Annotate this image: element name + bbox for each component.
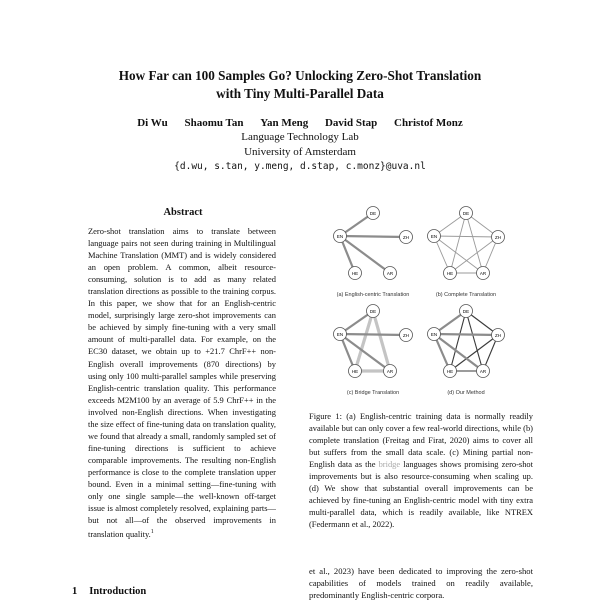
caption-text-continued: languages shows promising zero-shot improvements but is also resource-consuming when scaling up. (d) We show that substantial overall improvements can be achieved by fine-tuning an English-centric model with tiny extra multi-parallel data, which is readily available, like NTREX (Federmann et al., 2022). <box>309 459 533 529</box>
svg-text:HE: HE <box>446 369 454 374</box>
node-ar <box>384 365 397 378</box>
node-he <box>349 365 362 378</box>
node-ar <box>477 267 490 280</box>
svg-text:ZH: ZH <box>403 235 409 240</box>
node-en <box>428 230 441 243</box>
abstract-text: Zero-shot translation aims to translate between language pairs not seen during training in Multilingual Machine Translation (MMT) and is widely considered an open problem. A common, albeit resource-consuming, solution is to add as many related translation directions as possible to the training corpus. In this paper, we show that for an English-centric model, surprisingly large zero-shot improvements can be achieved by simply fine-tuning with a very small amount of multi-parallel data. For example, on the EC30 dataset, we obtain up to +21.7 ChrF++ non-English overall improvements (870 directions) by using only 100 multi-parallel samples while preserving English-centric translation quality. This performance exceeds M2M100 by an average of 5.9 ChrF++ in the involved non-English directions. When investigating the size effect of fine-tuning data on translation quality, we found that already a small, randomly sampled set of fine-tuning directions is sufficient to achieve comparable improvements. The resulting non-English performance is close to the complete translation upper bound. Even in a minimal setting—fine-tuning with only one single sample—the well-known off-target issue is almost completely resolved, explaining parts—but not all—of the observed improvements in translation quality. <box>88 226 276 539</box>
edge <box>466 213 483 273</box>
node-en <box>428 328 441 341</box>
paper-title <box>60 67 540 103</box>
node-zh <box>400 231 413 244</box>
author-emails: {d.wu, s.tan, y.meng, d.stap, c.monz}@uva.nl <box>174 161 426 172</box>
panel-c <box>334 305 413 397</box>
svg-text:ZH: ZH <box>495 235 501 240</box>
figure-1 <box>300 198 540 403</box>
node-ar <box>384 267 397 280</box>
section-title: Introduction <box>89 586 147 597</box>
svg-text:AR: AR <box>479 271 487 276</box>
svg-text:HE: HE <box>446 271 454 276</box>
node-de <box>460 305 473 318</box>
svg-text:ZH: ZH <box>495 333 501 338</box>
node-he <box>444 365 457 378</box>
footnote-mark: 1 <box>150 529 154 536</box>
caption-bridge-word: bridge <box>378 459 401 469</box>
svg-text:DE: DE <box>369 211 377 216</box>
title-line-1: How Far can 100 Samples Go? Unlocking Zero-Shot Translation <box>118 68 482 83</box>
svg-text:EN: EN <box>430 234 438 239</box>
edge <box>450 213 466 273</box>
body-text-right: et al., 2023) have been dedicated to improving the zero-shot capabilities of models trained on readily available, predominantly English-centric corpora. <box>309 566 533 600</box>
edge <box>466 311 483 371</box>
section-number: 1 <box>72 586 78 597</box>
svg-text:EN: EN <box>336 234 344 239</box>
panel-d <box>428 305 505 397</box>
panel-b <box>428 207 505 299</box>
title-line-2: with Tiny Multi-Parallel Data <box>216 86 384 101</box>
svg-text:DE: DE <box>462 211 470 216</box>
panel-label: (c) Bridge Translation <box>346 390 400 396</box>
edge <box>340 236 406 237</box>
node-zh <box>492 231 505 244</box>
node-de <box>367 305 380 318</box>
svg-text:DE: DE <box>369 309 377 314</box>
affiliation-university: University of Amsterdam <box>244 146 356 158</box>
panel-label: (b) Complete Translation <box>435 292 497 298</box>
svg-text:DE: DE <box>462 309 470 314</box>
node-ar <box>477 365 490 378</box>
svg-text:EN: EN <box>430 332 438 337</box>
author-name: Yan Meng <box>260 117 309 129</box>
svg-text:AR: AR <box>479 369 487 374</box>
edge <box>434 334 498 335</box>
node-zh <box>492 329 505 342</box>
edge <box>355 311 373 371</box>
svg-text:AR: AR <box>386 271 394 276</box>
author-name: Shaomu Tan <box>184 117 244 129</box>
node-zh <box>400 329 413 342</box>
edge <box>340 334 406 335</box>
abstract-heading: Abstract <box>163 207 203 218</box>
node-en <box>334 328 347 341</box>
svg-text:ZH: ZH <box>403 333 409 338</box>
caption-text: Figure 1: (a) English-centric training data is normally readily available but can only cover a few real-world directions, while (b) complete translation (Freitag and Firat, 2020) aims to cover all but suffers from the small data scale. (c) Mining partial non-English data as the <box>309 411 533 469</box>
node-de <box>460 207 473 220</box>
figure-caption <box>309 410 533 530</box>
svg-text:AR: AR <box>386 369 394 374</box>
section-heading <box>72 586 146 597</box>
node-he <box>444 267 457 280</box>
panel-a <box>334 207 413 299</box>
abstract-body <box>88 225 276 540</box>
edge <box>434 236 498 237</box>
panel-label: (d) Our Method <box>447 390 485 396</box>
author-name: Di Wu <box>137 117 168 129</box>
node-he <box>349 267 362 280</box>
svg-text:HE: HE <box>351 271 359 276</box>
edge <box>373 311 390 371</box>
author-name: David Stap <box>324 117 378 129</box>
author-name: Christof Monz <box>394 117 463 129</box>
node-de <box>367 207 380 220</box>
panel-label: (a) English-centric Translation <box>336 292 410 298</box>
affiliation-lab: Language Technology Lab <box>241 131 359 143</box>
node-en <box>334 230 347 243</box>
author-list <box>60 117 540 129</box>
svg-text:EN: EN <box>336 332 344 337</box>
svg-text:HE: HE <box>351 369 359 374</box>
